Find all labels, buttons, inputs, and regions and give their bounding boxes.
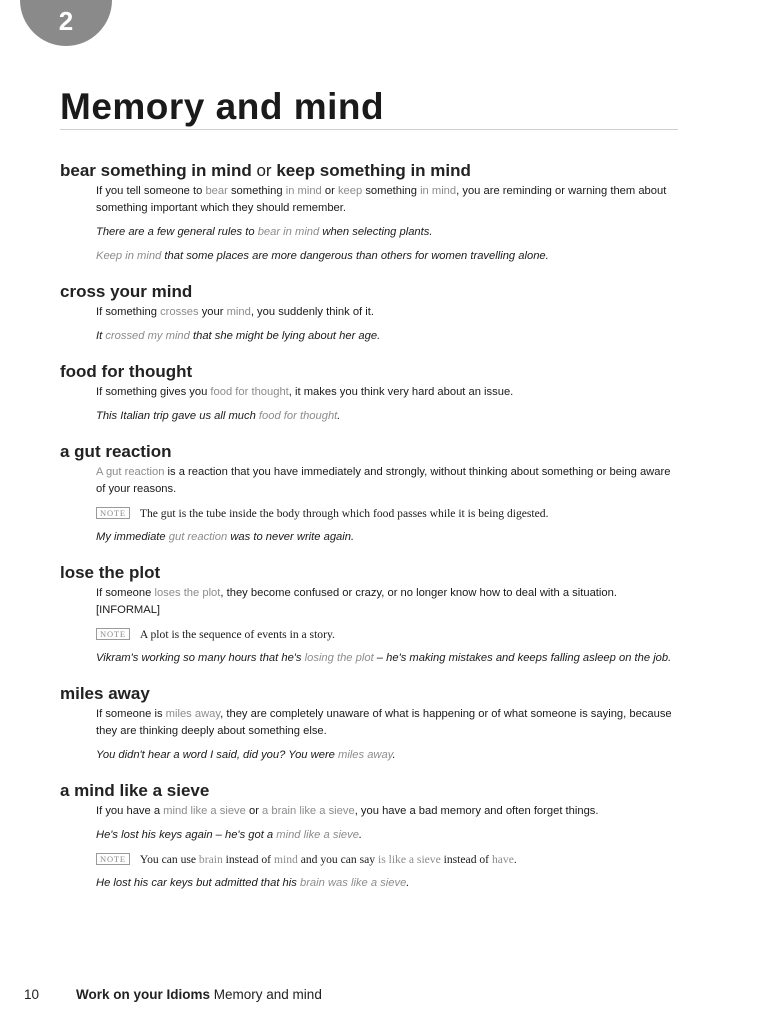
idiom-body <box>96 585 682 667</box>
example-sentence <box>96 650 682 667</box>
text-run: . <box>406 877 410 889</box>
example-sentence <box>96 747 682 764</box>
text-run: , they become confused or crazy, or no longer know how to deal with a situation. [INFORMAL] <box>96 587 617 616</box>
idiom-headword <box>60 684 682 704</box>
idiom-highlight: miles away <box>338 749 393 761</box>
headword-text: miles away <box>60 684 150 703</box>
idiom-headword <box>60 563 682 583</box>
text-run: and you can say <box>297 853 378 866</box>
idiom-entry <box>60 161 682 265</box>
text-run: or <box>321 185 338 197</box>
text-run: was to never write again. <box>227 531 355 543</box>
idiom-highlight: brain <box>198 853 223 866</box>
text-run: If you have a <box>96 805 164 817</box>
idiom-highlight: loses the plot <box>154 587 221 599</box>
idiom-highlight: gut reaction <box>168 531 228 543</box>
headword-connector: or <box>251 161 277 180</box>
idiom-highlight: mind like a sieve <box>276 829 359 841</box>
title-divider <box>60 129 678 130</box>
text-run: Vikram's working so many hours that he's <box>96 652 305 664</box>
text-run: It <box>96 330 106 342</box>
example-sentence <box>96 224 682 241</box>
note-label: NOTE <box>96 628 130 640</box>
definition <box>96 384 682 401</box>
example-sentence <box>96 529 682 546</box>
text-run: You didn't hear a word I said, did you? You were <box>96 749 338 761</box>
idiom-highlight: crossed my mind <box>105 330 190 342</box>
headword-text: bear something in mind <box>60 161 252 180</box>
idiom-highlight: mind like a sieve <box>163 805 246 817</box>
text-run: – he's making mistakes and keeps falling asleep on the job. <box>373 652 672 664</box>
unit-number: 2 <box>58 6 74 36</box>
idiom-highlight: mind <box>273 853 298 866</box>
idiom-body <box>96 803 682 892</box>
page-number: 10 <box>24 987 40 1002</box>
text-run: instead of <box>440 853 492 866</box>
definition <box>96 304 682 321</box>
text-run: The gut is the tube inside the body through which food passes while it is being digested. <box>139 507 549 520</box>
example-sentence <box>96 875 682 892</box>
text-run: something <box>362 185 421 197</box>
text-run: If someone <box>96 587 155 599</box>
text-run: If something <box>96 306 161 318</box>
idiom-entry <box>60 442 682 546</box>
text-run: when selecting plants. <box>319 226 433 238</box>
text-run: You can use <box>139 853 199 866</box>
idiom-highlight: bear in mind <box>257 226 320 238</box>
text-run: . <box>392 749 396 761</box>
text-run: your <box>198 306 227 318</box>
idiom-highlight: food for thought <box>258 410 338 422</box>
headword-text: a mind like a sieve <box>60 781 210 800</box>
text-run: A plot is the sequence of events in a story. <box>139 628 335 641</box>
text-run: is a reaction that you have immediately and strongly, without thinking about something or being aware of your reasons. <box>96 466 671 495</box>
text-run: My immediate <box>96 531 169 543</box>
idiom-entry <box>60 781 682 892</box>
idiom-entry <box>60 684 682 764</box>
idiom-highlight: keep <box>337 185 363 197</box>
note-label: NOTE <box>96 507 130 519</box>
idiom-highlight: bear <box>205 185 228 197</box>
headword-text: food for thought <box>60 362 193 381</box>
book-title: Work on your Idioms <box>76 987 211 1002</box>
definition <box>96 464 682 498</box>
idiom-body <box>96 706 682 764</box>
example-sentence <box>96 408 682 425</box>
text-run: He's lost his keys again – he's got a <box>96 829 277 841</box>
definition <box>96 585 682 619</box>
text-run: , they are completely unaware of what is happening or of what someone is saying, because they are thinking deeply about something else. <box>96 708 672 737</box>
text-run: . <box>337 410 341 422</box>
text-run: instead of <box>222 853 274 866</box>
text-run: that she might be lying about her age. <box>189 330 381 342</box>
usage-note <box>96 851 682 868</box>
idiom-highlight: miles away <box>165 708 221 720</box>
text-run: , it makes you think very hard about an issue. <box>288 386 514 398</box>
headword-text: keep something in mind <box>276 161 471 180</box>
text-run: If someone is <box>96 708 166 720</box>
headword-text: a gut reaction <box>60 442 172 461</box>
idiom-highlight: Keep in mind <box>96 250 162 262</box>
idiom-headword <box>60 442 682 462</box>
text-run: . <box>358 829 363 841</box>
text-run: , you are reminding or warning them about something important which they should remember. <box>96 185 667 214</box>
usage-note <box>96 626 682 643</box>
idiom-highlight: A gut reaction <box>96 466 165 478</box>
definition <box>96 183 682 217</box>
text-run: He lost his car keys but admitted that his <box>96 877 300 889</box>
text-run: If you tell someone to <box>96 185 206 197</box>
idiom-highlight: in mind <box>285 185 322 197</box>
idiom-highlight: crosses <box>160 306 199 318</box>
idiom-entry <box>60 282 682 345</box>
unit-badge <box>20 0 112 46</box>
text-run: that some places are more dangerous than others for women travelling alone. <box>161 250 549 262</box>
idiom-highlight: a brain like a sieve <box>262 805 355 817</box>
idiom-highlight: food for thought <box>210 386 289 398</box>
page-title: Memory and mind <box>60 86 385 127</box>
idiom-highlight: is like a sieve <box>377 853 441 866</box>
example-sentence <box>96 328 682 345</box>
idiom-body <box>96 464 682 546</box>
text-run: If something gives you <box>96 386 211 398</box>
idiom-headword <box>60 282 682 302</box>
idiom-highlight: brain was like a sieve <box>299 877 407 889</box>
definition <box>96 706 682 740</box>
idiom-headword <box>60 161 682 181</box>
text-run: . <box>513 853 517 866</box>
idiom-entry <box>60 362 682 425</box>
section-title: Memory and mind <box>213 987 322 1002</box>
idiom-entry <box>60 563 682 667</box>
definition <box>96 803 682 820</box>
idiom-highlight: in mind <box>420 185 457 197</box>
idiom-highlight: mind <box>226 306 251 318</box>
text-run: There are a few general rules to <box>96 226 258 238</box>
example-sentence <box>96 248 682 265</box>
text-run: , you have a bad memory and often forget things. <box>354 805 599 817</box>
idiom-highlight: have <box>491 853 514 866</box>
headword-text: lose the plot <box>60 563 161 582</box>
example-sentence <box>96 827 682 844</box>
idiom-body <box>96 384 682 425</box>
usage-note <box>96 505 682 522</box>
text-run: or <box>245 805 263 817</box>
idiom-headword <box>60 362 682 382</box>
entries-list <box>60 161 682 909</box>
idiom-body <box>96 304 682 345</box>
headword-text: cross your mind <box>60 282 193 301</box>
idiom-highlight: losing the plot <box>304 652 374 664</box>
idiom-body <box>96 183 682 265</box>
page-footer <box>24 987 322 1002</box>
text-run: This Italian trip gave us all much <box>96 410 259 422</box>
text-run: , you suddenly think of it. <box>250 306 374 318</box>
note-label: NOTE <box>96 853 130 865</box>
text-run: something <box>227 185 286 197</box>
idiom-headword <box>60 781 682 801</box>
